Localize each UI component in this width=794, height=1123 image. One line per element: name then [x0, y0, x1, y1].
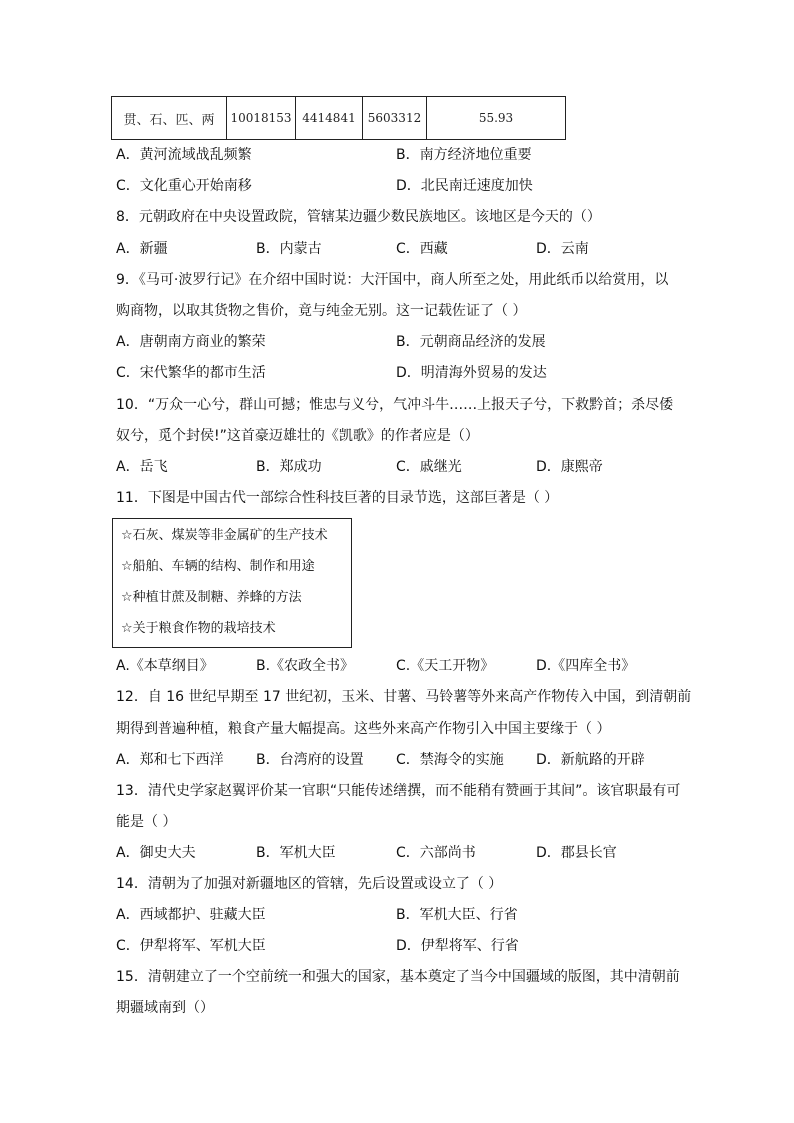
q9-option-a: A．唐朝南方商业的繁荣	[116, 334, 266, 350]
table-cell: 10018153	[227, 97, 296, 140]
q7-option-a: A．黄河流域战乱频繁	[116, 147, 252, 163]
q13-stem-line1: 13．清代史学家赵翼评价某一官职“只能传述缮撰，而不能稍有赞画于其间”。该官职最有可	[116, 783, 681, 799]
q13-option-d: D．郡县长官	[536, 845, 617, 861]
q15-stem-line1: 15．清朝建立了一个空前统一和强大的国家，基本奠定了当今中国疆域的版图，其中清朝前	[116, 969, 680, 985]
q12-option-b: B．台湾府的设置	[256, 752, 364, 768]
q12-stem-line1: 12．自 16 世纪早期至 17 世纪初，玉米、甘薯、马铃薯等外来高产作物传入中国，到清朝前	[116, 689, 692, 705]
table-cell: 贯、石、匹、两	[112, 97, 227, 140]
table-cell: 5603312	[363, 97, 427, 140]
q9-option-d: D．明清海外贸易的发达	[396, 365, 547, 381]
q11-stem: 11．下图是中国古代一部综合性科技巨著的目录节选，这部巨著是（ ）	[116, 490, 559, 506]
q10-option-d: D．康熙帝	[536, 459, 603, 475]
q15-stem-line2: 期疆域南到（）	[116, 1000, 214, 1016]
q8-option-d: D．云南	[536, 241, 589, 257]
q10-option-b: B．郑成功	[256, 459, 322, 475]
q13-option-c: C．六部尚书	[396, 845, 476, 861]
q12-option-a: A．郑和七下西洋	[116, 752, 224, 768]
q12-option-c: C．禁海令的实施	[396, 752, 504, 768]
q9-option-c: C．宋代繁华的都市生活	[116, 365, 266, 381]
q9-stem-line1: 9．《马可·波罗行记》在介绍中国时说：大汗国中，商人所至之处，用此纸币以给赏用，以	[116, 272, 669, 288]
q7-option-d: D．北民南迁速度加快	[396, 178, 533, 194]
q10-stem-line1: 10．“万众一心兮，群山可撼；惟忠与义兮，气冲斗牛……上报天子兮，下救黔首；杀尽倭	[116, 397, 674, 413]
q11-option-c: C.《天工开物》	[396, 658, 495, 674]
q8-option-c: C．西藏	[396, 241, 448, 257]
q11-option-a: A.《本草纲目》	[116, 658, 214, 674]
catalog-item: ☆种植甘蔗及制糖、养蜂的方法	[121, 590, 302, 605]
q7-option-b: B．南方经济地位重要	[396, 147, 532, 163]
q8-option-b: B．内蒙古	[256, 241, 322, 257]
catalog-item: ☆关于粮食作物的栽培技术	[121, 621, 276, 636]
q11-option-b: B.《农政全书》	[256, 658, 355, 674]
q13-option-b: B．军机大臣	[256, 845, 336, 861]
q8-option-a: A．新疆	[116, 241, 168, 257]
table-row	[112, 97, 566, 140]
q14-option-a: A．西域都护、驻藏大臣	[116, 907, 266, 923]
q10-option-a: A．岳飞	[116, 459, 168, 475]
q14-stem: 14．清朝为了加强对新疆地区的管辖，先后设置或设立了（ ）	[116, 876, 503, 892]
catalog-excerpt-box	[112, 518, 352, 648]
table-cell: 4414841	[296, 97, 363, 140]
q9-stem-line2: 购商物，以取其货物之售价，竟与纯金无别。这一记载佐证了（ ）	[116, 303, 527, 319]
q14-option-b: B．军机大臣、行省	[396, 907, 518, 923]
catalog-item: ☆船舶、车辆的结构、制作和用途	[121, 559, 315, 574]
q13-option-a: A．御史大夫	[116, 845, 196, 861]
q8-stem: 8．元朝政府在中央设置政院，管辖某边疆少数民族地区。该地区是今天的（）	[116, 209, 601, 225]
q13-stem-line2: 能是（ ）	[116, 814, 177, 830]
catalog-item: ☆石灰、煤炭等非金属矿的生产技术	[121, 528, 328, 543]
q10-option-c: C．戚继光	[396, 459, 462, 475]
q9-option-b: B．元朝商品经济的发展	[396, 334, 546, 350]
table-cell: 55.93	[427, 97, 566, 140]
q11-option-d: D.《四库全书》	[536, 658, 636, 674]
q10-stem-line2: 奴兮，觅个封侯!”这首豪迈雄壮的《凯歌》的作者应是（）	[116, 428, 479, 444]
q14-option-d: D．伊犁将军、行省	[396, 938, 519, 954]
q7-option-c: C．文化重心开始南移	[116, 178, 252, 194]
q12-option-d: D．新航路的开辟	[536, 752, 645, 768]
statistics-table	[111, 96, 566, 140]
q12-stem-line2: 期得到普遍种植，粮食产量大幅提高。这些外来高产作物引入中国主要缘于（ ）	[116, 721, 611, 737]
q14-option-c: C．伊犁将军、军机大臣	[116, 938, 266, 954]
